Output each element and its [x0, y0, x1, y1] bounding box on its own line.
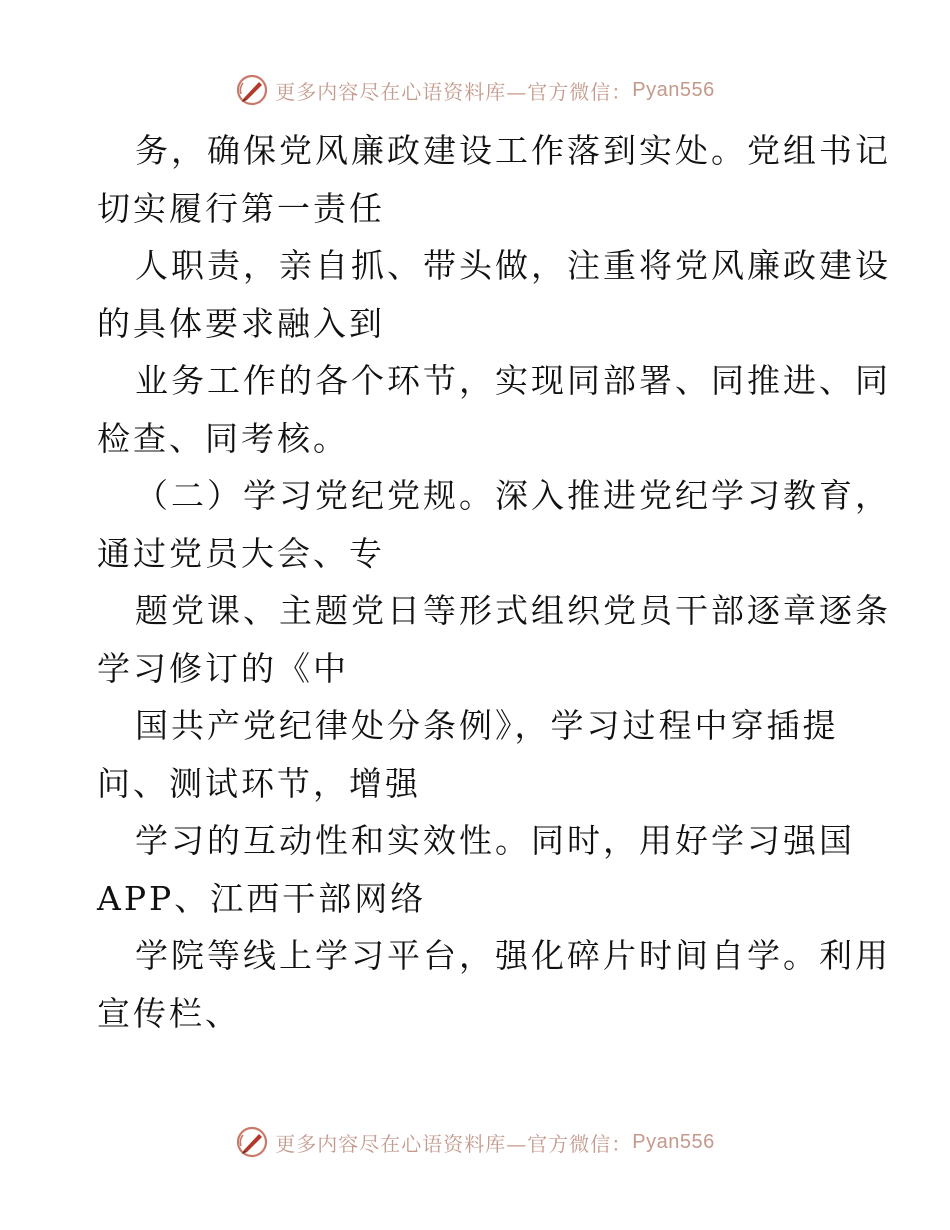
watermark-wechat-id: Pyan556: [632, 1130, 715, 1153]
body-text: [97, 122, 891, 1042]
text-line: 通过党员大会、专: [97, 533, 385, 573]
text-line: 国共产党纪律处分条例》，学习过程中穿插提: [135, 706, 839, 745]
text-line: 学习修订的《中: [97, 648, 349, 688]
text-line: 宣传栏、: [97, 993, 241, 1033]
footer-watermark: [0, 1122, 950, 1162]
text-line: （二）学习党纪党规。深入推进党纪学习教育，: [135, 476, 891, 515]
text-line: 检查、同考核。: [97, 418, 349, 458]
text-line: 题党课、主题党日等形式组织党员干部逐章逐条: [135, 591, 891, 630]
text-line: 人职责，亲自抓、带头做，注重将党风廉政建设: [135, 246, 891, 285]
text-line: APP、江西干部网络: [97, 878, 427, 918]
text-line: 学习的互动性和实效性。同时，用好学习强国: [135, 821, 855, 860]
text-line: 的具体要求融入到: [97, 303, 385, 343]
quill-pen-logo-icon: [235, 73, 269, 107]
text-line: 切实履行第一责任: [97, 188, 385, 228]
watermark-text: 更多内容尽在心语资料库—官方微信：: [275, 1131, 633, 1156]
text-line: 问、测试环节，增强: [97, 763, 421, 803]
text-line: 学院等线上学习平台，强化碎片时间自学。利用: [135, 936, 891, 975]
watermark-wechat-id: Pyan556: [632, 78, 715, 101]
header-watermark: [0, 70, 950, 110]
quill-pen-logo-icon: [235, 1125, 269, 1159]
text-line: 务，确保党风廉政建设工作落到实处。党组书记: [135, 131, 891, 170]
watermark-text: 更多内容尽在心语资料库—官方微信：: [275, 79, 633, 104]
text-line: 业务工作的各个环节，实现同部署、同推进、同: [135, 361, 891, 400]
